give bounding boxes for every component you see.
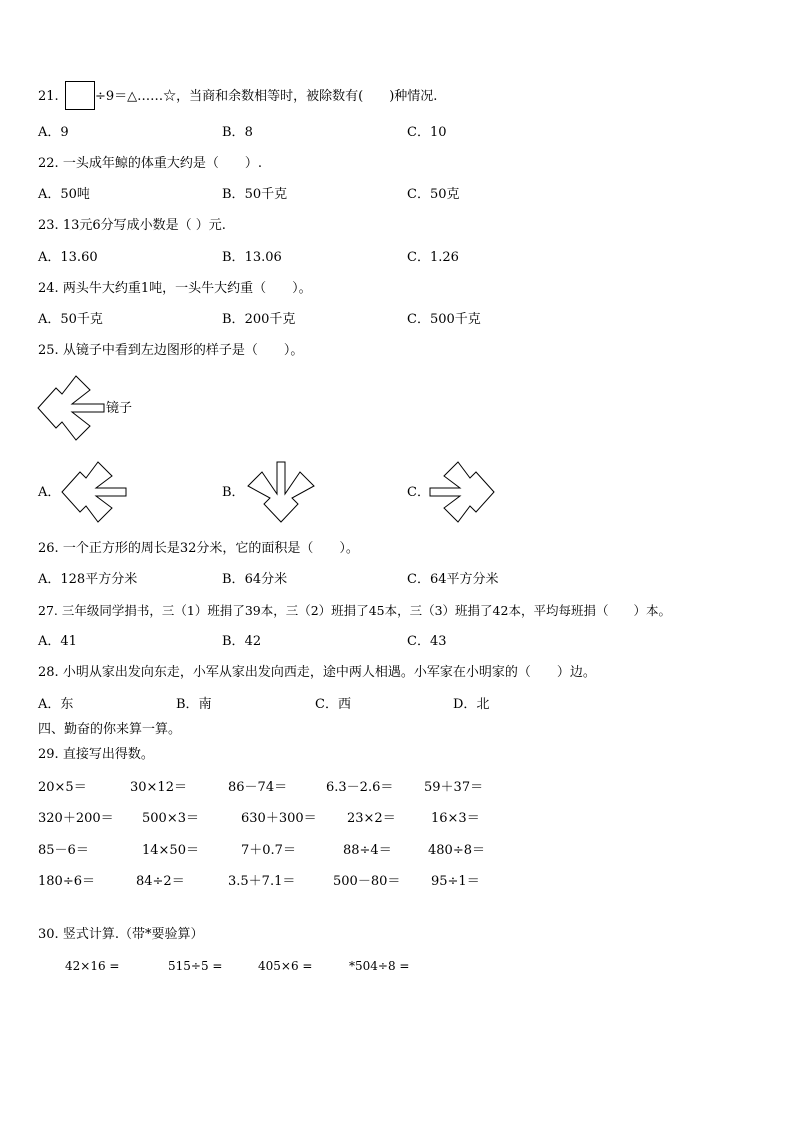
answer-blank-box xyxy=(65,81,95,110)
calc-item: 480÷8＝ xyxy=(428,843,485,858)
question-number: 26. xyxy=(38,541,59,556)
q22-option-b xyxy=(222,187,287,203)
vertical-calc-item: 42×16 = xyxy=(65,959,120,973)
option-letter: A． xyxy=(38,187,61,202)
q26-option-b xyxy=(222,572,287,588)
calc-item: 180÷6＝ xyxy=(38,874,95,889)
question-number: 23. xyxy=(38,218,59,233)
question-number: 29. xyxy=(38,747,59,762)
option-letter: A． xyxy=(38,250,61,265)
q22-option-c xyxy=(407,187,460,203)
option-letter: C． xyxy=(407,634,430,649)
q24-option-b xyxy=(222,312,295,328)
option-text: 13.60 xyxy=(60,250,98,265)
q24-option-c xyxy=(407,312,481,328)
question-number: 22. xyxy=(38,156,59,171)
q26-option-c xyxy=(407,572,499,588)
option-text: 200千克 xyxy=(244,312,296,327)
option-letter: B． xyxy=(222,250,245,265)
option-text: 50克 xyxy=(429,187,460,202)
option-text: 41 xyxy=(60,634,77,649)
calc-item: 14×50＝ xyxy=(142,843,199,858)
option-text: 9 xyxy=(60,125,69,140)
option-letter: A． xyxy=(38,634,61,649)
question-stem: 一头成年鲸的体重大约是（ ）. xyxy=(62,156,262,171)
option-letter: B． xyxy=(222,572,245,587)
option-text: 64分米 xyxy=(244,572,288,587)
q23-option-a xyxy=(38,250,98,266)
question-25 xyxy=(38,343,303,359)
option-letter: C． xyxy=(407,250,430,265)
vertical-calc-item: *504÷8 = xyxy=(349,959,410,973)
vertical-calc-item: 405×6 = xyxy=(258,959,313,973)
calc-item: 59＋37＝ xyxy=(424,780,484,795)
question-29 xyxy=(38,747,154,763)
option-text: 500千克 xyxy=(429,312,481,327)
option-letter: C． xyxy=(407,312,430,327)
question-21-number: 21. xyxy=(38,89,59,104)
q27-option-a xyxy=(38,634,77,650)
question-24 xyxy=(38,281,312,297)
option-text: 西 xyxy=(337,697,351,712)
q26-option-a xyxy=(38,572,137,588)
calc-item: 16×3＝ xyxy=(431,811,480,826)
calc-item: 500×3＝ xyxy=(142,811,199,826)
option-letter: A． xyxy=(38,125,61,140)
question-stem: 一个正方形的周长是32分米，它的面积是（ ）。 xyxy=(62,541,359,556)
question-number: 28. xyxy=(38,665,59,680)
question-stem: 竖式计算.（带*要验算） xyxy=(62,927,204,942)
option-letter: D． xyxy=(453,697,477,712)
question-stem: 三年级同学捐书，三（1）班捐了39本，三（2）班捐了45本，三（3）班捐了42本，平均每班捐（ ）本。 xyxy=(61,603,671,618)
q28-option-d xyxy=(453,697,489,713)
calc-item: 30×12＝ xyxy=(130,780,187,795)
question-26 xyxy=(38,541,359,557)
calc-item: 95÷1＝ xyxy=(431,874,480,889)
question-22 xyxy=(38,156,262,172)
q28-option-b xyxy=(176,697,212,713)
q25-option-b-letter: B． xyxy=(222,485,245,500)
calc-item: 320＋200＝ xyxy=(38,811,114,826)
option-letter: B． xyxy=(222,312,245,327)
option-letter: C． xyxy=(407,187,430,202)
question-stem: 13元6分写成小数是（ ）元. xyxy=(62,218,226,233)
q25-option-a-letter: A． xyxy=(38,485,61,500)
option-text: 50千克 xyxy=(244,187,288,202)
option-text: 43 xyxy=(429,634,447,649)
calc-item: 500－80＝ xyxy=(333,874,401,889)
question-number: 30. xyxy=(38,927,59,942)
question-stem: 小明从家出发向东走，小军从家出发向西走，途中两人相遇。小军家在小明家的（ ）边。 xyxy=(62,665,596,680)
calc-item: 88÷4＝ xyxy=(343,843,392,858)
calc-item: 86－74＝ xyxy=(228,780,288,795)
calc-item: 3.5＋7.1＝ xyxy=(228,874,296,889)
question-stem: 从镜子中看到左边图形的样子是（ ）。 xyxy=(62,343,304,358)
option-text: 8 xyxy=(244,125,253,140)
option-text: 64平方分米 xyxy=(429,572,499,587)
q28-option-a xyxy=(38,697,73,713)
q23-option-b xyxy=(222,250,282,266)
q28-option-c xyxy=(315,697,351,713)
question-21-stem: ÷9＝△……☆，当商和余数相等时，被除数有( )种情况. xyxy=(95,89,438,104)
question-number: 24. xyxy=(38,281,59,296)
q24-option-a xyxy=(38,312,103,328)
calc-item: 84÷2＝ xyxy=(136,874,185,889)
calc-item: 7＋0.7＝ xyxy=(241,843,296,858)
question-stem: 直接写出得数。 xyxy=(62,747,154,762)
option-text: 13.06 xyxy=(244,250,282,265)
q27-option-c xyxy=(407,634,447,650)
calc-item: 6.3－2.6＝ xyxy=(326,780,394,795)
q21-option-b xyxy=(222,125,253,141)
calc-item: 85－6＝ xyxy=(38,843,89,858)
q21-option-c xyxy=(407,125,447,141)
q27-option-b xyxy=(222,634,261,650)
option-text: 北 xyxy=(476,697,490,712)
option-letter: B． xyxy=(222,125,245,140)
question-27 xyxy=(38,603,671,619)
option-letter: A． xyxy=(38,697,61,712)
calc-item: 20×5＝ xyxy=(38,780,87,795)
option-letter: C． xyxy=(407,125,430,140)
arrow-figure-option-c xyxy=(426,458,498,526)
option-letter: A． xyxy=(38,312,61,327)
q25-option-c-letter: C． xyxy=(407,485,430,500)
mirror-label: 镜子 xyxy=(106,401,133,416)
option-text: 10 xyxy=(429,125,447,140)
option-text: 南 xyxy=(198,697,212,712)
option-text: 42 xyxy=(244,634,262,649)
option-text: 50吨 xyxy=(60,187,90,202)
calc-item: 630＋300＝ xyxy=(241,811,317,826)
option-letter: B． xyxy=(176,697,199,712)
q21-option-a xyxy=(38,125,69,141)
option-letter: C． xyxy=(315,697,338,712)
question-number: 27. xyxy=(38,603,58,618)
arrow-figure-option-b xyxy=(244,458,318,526)
question-30 xyxy=(38,927,203,943)
question-stem: 两头牛大约重1吨，一头牛大约重（ ）。 xyxy=(62,281,312,296)
question-28 xyxy=(38,665,596,681)
option-letter: B． xyxy=(222,187,245,202)
option-text: 1.26 xyxy=(429,250,459,265)
option-letter: B． xyxy=(222,634,245,649)
option-text: 128平方分米 xyxy=(60,572,138,587)
option-letter: C． xyxy=(407,572,430,587)
calc-item: 23×2＝ xyxy=(347,811,396,826)
option-letter: A． xyxy=(38,572,61,587)
q22-option-a xyxy=(38,187,90,203)
option-text: 50千克 xyxy=(60,312,103,327)
q23-option-c xyxy=(407,250,459,266)
arrow-figure-option-a xyxy=(58,458,130,526)
question-23 xyxy=(38,218,226,234)
option-text: 东 xyxy=(60,697,74,712)
section-4-title: 四、勤奋的你来算一算。 xyxy=(38,722,182,737)
question-number: 25. xyxy=(38,343,59,358)
arrow-figure-original xyxy=(36,372,108,444)
vertical-calc-item: 515÷5 = xyxy=(168,959,223,973)
